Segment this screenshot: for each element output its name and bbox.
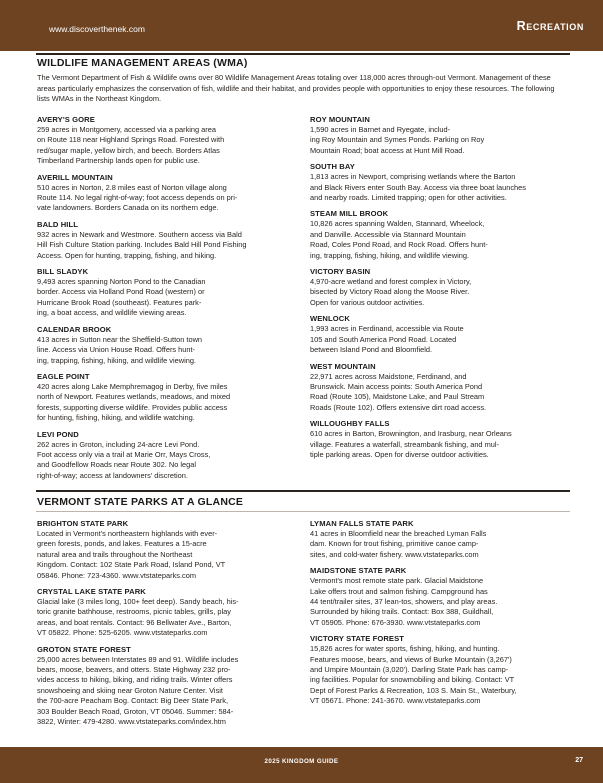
footer-bar [0,747,603,783]
wma-title: WILDLIFE MANAGEMENT AREAS (WMA) [37,57,248,69]
entry-name: VICTORY STATE FOREST [310,634,404,644]
entry-description: Glacial lake (3 miles long, 100+ feet deep). Sandy beach, his- toric granite bathhouse, restrooms, picnic tables, grills, play areas, and boat rentals. Contact: 96 Bellwater Ave., Barton, VT 05822. Phone: 525-6205. www.vtstateparks.com [37,597,239,638]
entry [310,314,572,355]
entry-description: 1,590 acres in Barnet and Ryegate, includ- ing Roy Mountain and Symes Ponds. Parking on Roy Mountain Road; boat access at Hunt Mill Road. [310,125,485,155]
entry-name: WEST MOUNTAIN [310,361,376,371]
entry-description: 41 acres in Bloomfield near the breached Lyman Falls dam. Known for trout fishing, primitive canoe camp- sites, and cold-water fishery. www.vtstateparks.com [310,529,487,559]
entry-name: BRIGHTON STATE PARK [37,519,129,528]
entry-name: WILLOUGHBY FALLS [310,419,390,429]
entry-name: CRYSTAL LAKE STATE PARK [37,587,146,597]
entry-description: 15,826 acres for water sports, fishing, hiking, and hunting. Features moose, bears, and views of Burke Mountain (3,267') and Umpire Mountain (3,020'). Darling State Park has camp- ing facilities. Popular for snowmobiling and biking. Contact: VT Dept of Forest Parks & Recreation, 103 S. Main St., Waterbury, VT 05671. Phone: 241-3670. www.vtstateparks.com [310,644,517,706]
wma-top-rule [36,53,570,55]
parks-title-rule [36,511,570,512]
parks-title: VERMONT STATE PARKS AT A GLANCE [37,496,244,508]
wma-intro: The Vermont Department of Fish & Wildlife owns over 80 Wildlife Management Areas totaling over 118,000 acres through-out Vermont. Management of these areas particularly emphasizes the conservation of fish, wildlife and their habitat, and provides people with opportunities to enjoy these resources. The following lists WMAs in the Northeast Kingdom. [37,73,555,103]
entry-description: 22,971 acres across Maidstone, Ferdinand, and Brunswick. Main access points: South America Pond Road (Route 105), Maidstone Lake, and Paul Stream Roads (Route 102). Offers extensive dirt road access. [310,371,487,412]
entry-name: BALD HILL [37,219,78,229]
parks-left-column [37,519,299,734]
entry-name: MAIDSTONE STATE PARK [310,566,407,576]
entry [37,587,299,639]
wma-right-column [310,115,572,466]
footer-guide-title: 2025 KINGDOM GUIDE [264,758,339,765]
entry-name: WENLOCK [310,314,350,324]
entry [37,645,299,728]
entry-description: 1,993 acres in Ferdinand, accessible via Route 105 and South America Pond Road. Located between Island Pond and Bloomfield. [310,324,464,355]
entry [37,220,299,261]
entry [310,419,572,460]
page-number: 27 [575,757,583,764]
entry [37,115,299,167]
entry-description: Located in Vermont's northeastern highlands with ever- green forests, ponds, and lakes. Features a 15-acre natural area and trails throughout the Northeast Kingdom. Contact: 102 State Park Road, Island Pond, VT 05846. Phone: 723-4360. www.vtstateparks.com [37,529,226,580]
entry [310,519,572,560]
entry-name: LYMAN FALLS STATE PARK [310,519,414,528]
entry [310,115,572,156]
entry-description: 262 acres in Groton, including 24-acre Levi Pond. Foot access only via a trail at Marie Orr, Mays Cross, and Goodfellow Roads near Route 302. No legal right-of-way; access at landowners' discretion. [37,439,211,480]
entry [310,209,572,261]
entry-description: 610 acres in Barton, Brownington, and Irasburg, near Orleans village. Features a waterfall, streambank fishing, and mul- tiple parking areas. Open for diverse outdoor activities. [310,429,512,459]
entry-description: 9,493 acres spanning Norton Pond to the Canadian border. Access via Holland Pond Road (western) or Hurricane Brook Road (southeast). Features park- ing, a boat access, and wildlife viewing areas. [37,277,206,318]
entry-name: GROTON STATE FOREST [37,644,131,654]
entry [37,173,299,214]
entry-name: CALENDAR BROOK [37,324,112,334]
entry [310,162,572,203]
parks-top-rule [36,490,570,492]
section-label: Recreation [516,19,584,33]
entry [310,566,572,628]
site-url[interactable]: www.discoverthenek.com [49,24,145,34]
entry-name: AVERY'S GORE [37,115,95,124]
entry-description: 510 acres in Norton, 2.8 miles east of Norton village along Route 114. No legal right-of-way; foot access depends on pri- vate landowners. Borders Canada on its northern edge. [37,182,238,213]
wma-left-column [37,115,299,487]
entry-description: 932 acres in Newark and Westmore. Southern access via Bald Hill Fish Culture Station parking. Includes Bald Hill Pond Fishing Access. Open for hunting, trapping, fishing, and hiking. [37,229,247,260]
entry [310,267,572,308]
entry [310,362,572,414]
entry-description: 4,970-acre wetland and forest complex in Victory, bisected by Victory Road along the Moose River. Open for various outdoor activities. [310,277,472,307]
entry-name: ROY MOUNTAIN [310,115,370,124]
entry-name: LEVI POND [37,429,79,439]
entry-name: AVERILL MOUNTAIN [37,172,113,182]
entry-name: VICTORY BASIN [310,267,371,277]
entry [37,430,299,482]
entry-description: 259 acres in Montgomery, accessed via a parking area on Route 118 near Highland Springs Road. Forested with red/sugar maple, yellow birch, and beech. Borders Atlas Timberland Partnership lands open for public use. [37,125,225,166]
entry [37,372,299,424]
entry-description: 413 acres in Sutton near the Sheffield-Sutton town line. Access via Union House Road. Offers hunt- ing, trapping, fishing, hiking, and wildlife viewing. [37,334,203,365]
entry-description: 1,813 acres in Newport, comprising wetlands where the Barton and Black Rivers enter South Bay. Access via three boat launches and nearby roads. Limited trapping; open for other activities. [310,172,526,203]
entry [37,519,299,581]
entry-name: STEAM MILL BROOK [310,209,389,219]
entry-description: 420 acres along Lake Memphremagog in Derby, five miles north of Newport. Features wetlands, meadows, and mixed forests, supporting diverse wildlife. Provides public access for hunting, fishing, hiking, and wildlife watching. [37,381,231,423]
parks-right-column [310,519,572,713]
entry-name: SOUTH BAY [310,162,355,172]
entry-description: Vermont's most remote state park. Glacial Maidstone Lake offers trout and salmon fishing. Campground has 44 tent/trailer sites, 37 lean-tos, showers, and play areas. Surrounded by hiking trails. Contact: Box 388, Guildhall, VT 05905. Phone: 676-3930. www.vtstateparks.com [310,576,498,627]
entry-description: 25,000 acres between Interstates 89 and 91. Wildlife includes bears, moose, beavers, and otters. State Highway 232 pro- vides access to hiking, biking, and riding trails. Winter offers snowshoeing and skiing near Groton Nature Center. Visit the 700-acre Peacham Bog. Contact: Big Deer State Park, 303 Boulder Beach Road, Groton, VT 05046. Summer: 584- 3822, Winter: 479-4280. www.vtstateparks.com/index.htm [37,654,239,727]
entry [37,325,299,366]
entry-name: BILL SLADYK [37,267,89,277]
entry-description: 10,826 acres spanning Walden, Stannard, Wheelock, and Danville. Accessible via Stannard Mountain Road, Coles Pond Road, and Rock Road. Offers hunt- ing, trapping, fishing, hiking, and wildlife viewing. [310,219,488,260]
entry [310,634,572,706]
entry-name: EAGLE POINT [37,371,90,381]
entry [37,267,299,319]
